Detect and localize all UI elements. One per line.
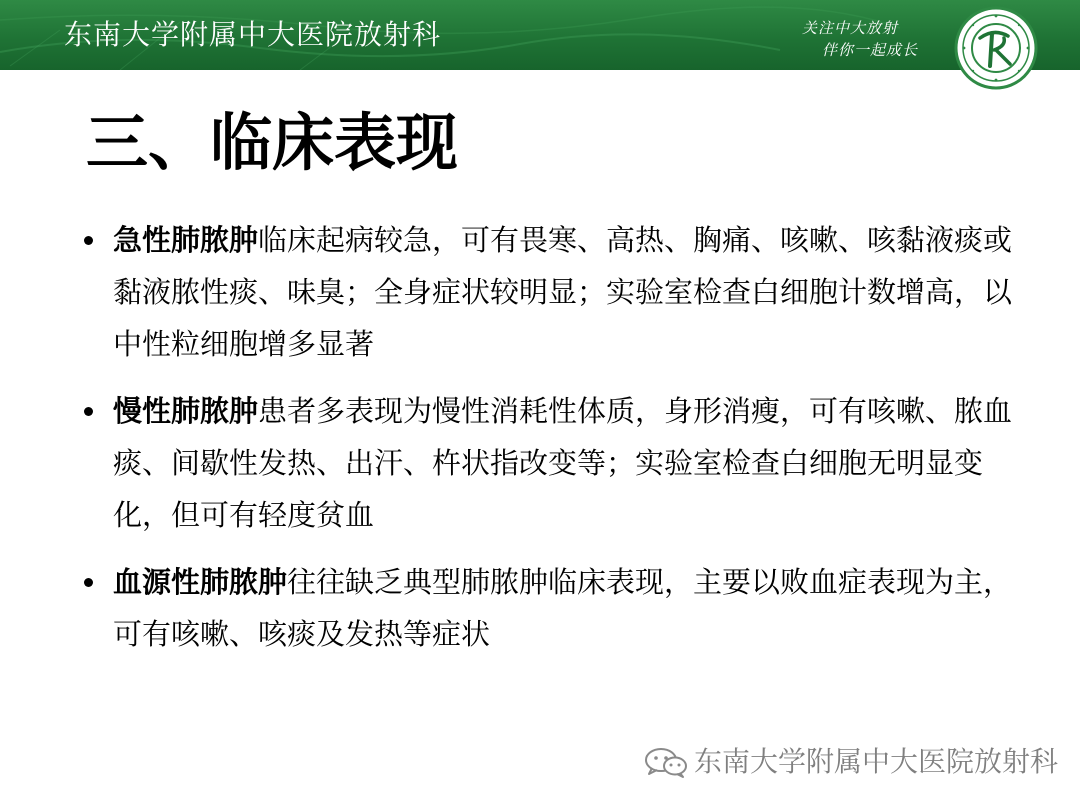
bullet-text: 往往缺乏典型肺脓肿临床表现，主要以败血症表现为主，可有咳嗽、咳痰及发热等症状 xyxy=(113,565,1013,651)
bullet-item-hematogenous xyxy=(84,556,1024,660)
header-title: 东南大学附属中大医院放射科 xyxy=(64,18,442,51)
bullet-term: 慢性肺脓肿 xyxy=(113,394,259,428)
page-title: 三、临床表现 xyxy=(86,106,459,179)
bullet-dot xyxy=(84,236,93,245)
wechat-icon xyxy=(642,746,690,778)
bullet-item-acute xyxy=(84,214,1024,370)
footer-watermark-text: 东南大学附属中大医院放射科 xyxy=(694,745,1059,778)
bullet-dot xyxy=(84,407,93,416)
bullet-list xyxy=(84,214,1024,675)
bullet-text: 临床起病较急，可有畏寒、高热、胸痛、咳嗽、咳黏液痰或黏液脓性痰、味臭；全身症状较明显；实验室检查白细胞计数增高，以中性粒细胞增多显著 xyxy=(113,223,1013,361)
header-band xyxy=(0,0,1080,70)
bullet-term: 急性肺脓肿 xyxy=(113,223,259,257)
bullet-item-chronic xyxy=(84,385,1024,541)
header-slogan-line1: 关注中大放射 xyxy=(802,19,899,37)
header-slogan-line2: 伴你一起成长 xyxy=(822,41,919,59)
hospital-radiology-logo-icon xyxy=(950,6,1042,90)
bullet-text: 患者多表现为慢性消耗性体质，身形消瘦，可有咳嗽、脓血痰、间歇性发热、出汗、杵状指改变等；实验室检查白细胞无明显变化，但可有轻度贫血 xyxy=(113,394,1013,532)
bullet-dot xyxy=(84,578,93,587)
footer-watermark xyxy=(642,742,1058,782)
bullet-term: 血源性肺脓肿 xyxy=(113,565,288,599)
